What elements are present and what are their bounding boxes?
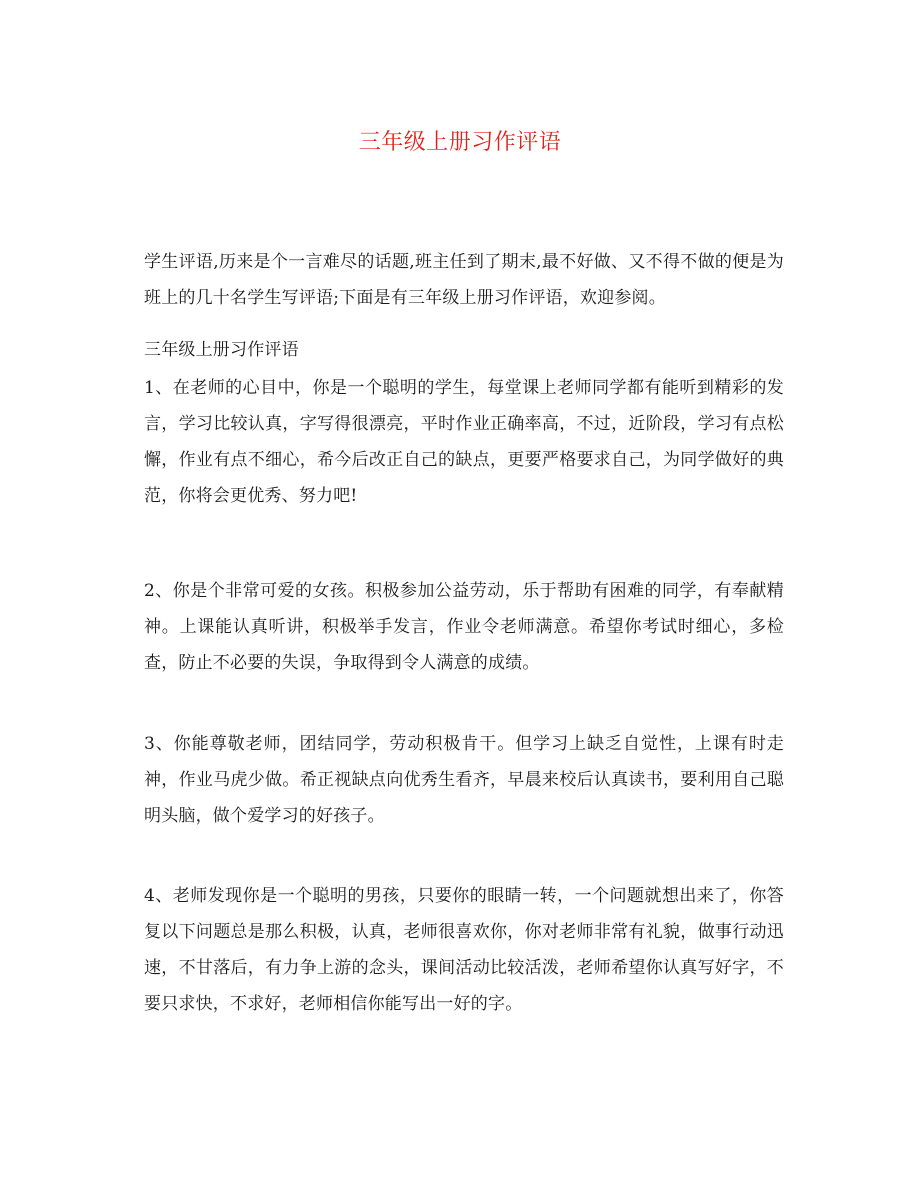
comment-block-2 [144,573,784,681]
comment-paragraph: 2、你是个非常可爱的女孩。积极参加公益劳动，乐于帮助有困难的同学，有奉献精神。上课能认真听讲，积极举手发言，作业令老师满意。希望你考试时细心，多检查，防止不必要的失误，争取得到令人满意的成绩。 [144,581,784,673]
comment-paragraph: 4、老师发现你是一个聪明的男孩，只要你的眼睛一转，一个问题就想出来了，你答复以下问题总是那么积极，认真，老师很喜欢你，你对老师非常有礼貌，做事行动迅速，不甘落后，有力争上游的念头，课间活动比较活泼，老师希望你认真写好字，不要只求快，不求好，老师相信你能写出一好的字。 [144,886,784,1014]
intro-paragraph: 学生评语,历来是个一言难尽的话题,班主任到了期末,最不好做、又不得不做的便是为班上的几十名学生写评语;下面是有三年级上册习作评语，欢迎参阅。 [144,252,784,308]
comment-block-1 [144,370,784,514]
intro-block [144,244,784,316]
subtitle-block [144,332,784,368]
comment-block-4 [144,878,784,1022]
comment-paragraph: 1、在老师的心目中，你是一个聪明的学生，每堂课上老师同学都有能听到精彩的发言，学习比较认真，字写得很漂亮，平时作业正确率高，不过，近阶段，学习有点松懈，作业有点不细心，希今后改正自己的缺点，更要严格要求自己，为同学做好的典范，你将会更优秀、努力吧! [144,378,784,506]
comment-block-3 [144,726,784,834]
section-subtitle: 三年级上册习作评语 [144,340,299,360]
comment-paragraph: 3、你能尊敬老师，团结同学，劳动积极肯干。但学习上缺乏自觉性，上课有时走神，作业马虎少做。希正视缺点向优秀生看齐，早晨来校后认真读书，要利用自己聪明头脑，做个爱学习的好孩子。 [144,734,784,826]
page-title: 三年级上册习作评语 [358,130,562,155]
